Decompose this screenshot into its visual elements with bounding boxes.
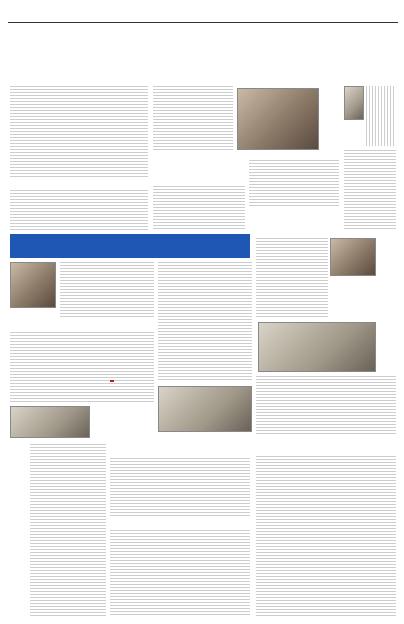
right-column-photo xyxy=(330,238,376,276)
mid-text xyxy=(153,186,245,230)
left-mid-text xyxy=(60,262,154,318)
right-column-text xyxy=(256,238,328,318)
right-lower-text xyxy=(256,456,396,616)
mid-block-text xyxy=(110,458,250,518)
left-mid-text-2 xyxy=(10,332,154,402)
masthead-rule xyxy=(8,22,398,23)
top-mid-text xyxy=(153,86,233,152)
left-mid-photo xyxy=(10,262,56,308)
top-left-text xyxy=(10,86,148,178)
top-right-text xyxy=(344,150,396,230)
banner xyxy=(10,234,250,258)
bottom-left-text xyxy=(30,444,106,616)
group-photo-mid xyxy=(158,386,252,432)
right-mid-photo xyxy=(258,322,376,372)
mid-block-text-2 xyxy=(110,530,250,616)
right-column-text-2 xyxy=(256,376,396,436)
masthead xyxy=(8,3,400,21)
top-photo-portrait xyxy=(237,88,319,150)
group-photo-left xyxy=(10,406,90,438)
top-right-photo xyxy=(344,86,364,120)
mid-col-text xyxy=(158,262,252,382)
right-mid-text xyxy=(249,160,339,208)
top-left-text-2 xyxy=(10,190,148,230)
top-right-vertical-text xyxy=(366,86,396,146)
new-gen-tag xyxy=(110,380,114,382)
